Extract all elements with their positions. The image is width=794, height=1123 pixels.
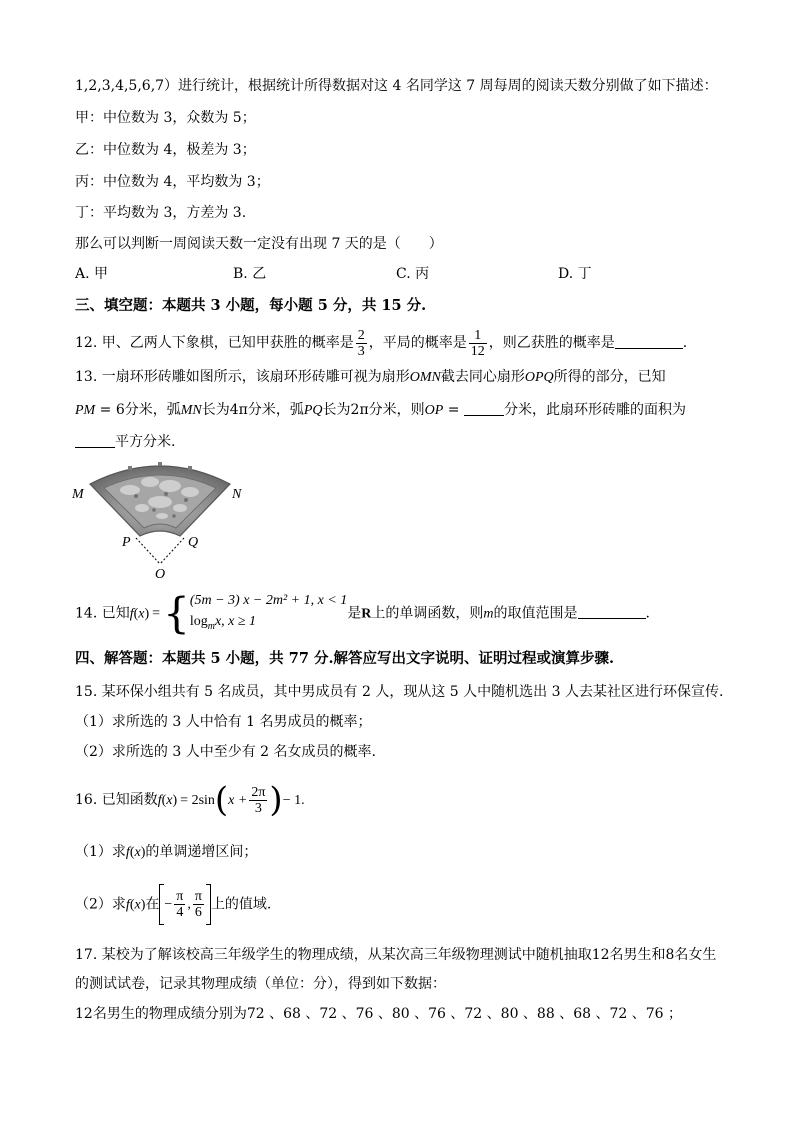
q16-p1a: （1）求 bbox=[75, 844, 126, 860]
q14-answer-blank[interactable] bbox=[578, 604, 646, 619]
frac-den: 4 bbox=[176, 904, 184, 920]
frac-den: 3 bbox=[357, 343, 365, 359]
q11-statement-jia: 甲：中位数为 3，众数为 5； bbox=[75, 110, 256, 126]
q16-inner: x + bbox=[228, 793, 248, 808]
frac-num: π bbox=[194, 888, 202, 904]
frac-den: 3 bbox=[254, 800, 262, 816]
q16-x3: x bbox=[134, 897, 141, 913]
dashed-radius-op bbox=[136, 538, 160, 564]
q11-statement-bing: 丙：中位数为 4，平均数为 3； bbox=[75, 174, 270, 190]
label-m: M bbox=[72, 487, 84, 502]
section-4-heading: 四、解答题：本题共 5 小题，共 77 分.解答应写出文字说明、证明过程或演算步骤. bbox=[75, 650, 615, 667]
frac-den: 12 bbox=[470, 343, 485, 359]
q13-answer-blank-2[interactable] bbox=[75, 433, 115, 448]
q15-stem: 15. 某环保小组共有 5 名成员，其中男成员有 2 人，现从这 5 人中随机选出 3 人去某社区进行环保宣传. bbox=[75, 684, 724, 700]
q14-text-post3: 的取值范围是 bbox=[493, 605, 578, 622]
q13-text-a2: 截去同心扇形 bbox=[440, 369, 525, 385]
option-d[interactable]: D. 丁 bbox=[558, 266, 592, 282]
fraction-pi-4 bbox=[174, 889, 185, 920]
q14-text-post1: 是 bbox=[347, 605, 362, 622]
q16-f: f bbox=[157, 793, 162, 808]
label-n: N bbox=[232, 487, 242, 502]
q13-text-b2: 长为4π分米，弧 bbox=[201, 402, 304, 418]
q17-line-3: 12名男生的物理成绩分别为72 、68 、72 、76 、80 、76 、72 、80 、88 、68 、72 、76 ； bbox=[75, 1006, 682, 1022]
q14-line: 14. 已知f(x) ={ (5m − 3) x − 2m² + 1, x < 1 $\log_mx$, x ≥ 1 是R上的单调函数，则m的取值范围是 . bbox=[75, 588, 650, 638]
interval-bracket: − $\frac{\pi}{4}$ , $\frac{\pi}{6}$ bbox=[159, 884, 211, 925]
dashed-radius-oq bbox=[160, 538, 184, 564]
q14-case-1: (5m − 3) x − 2m² + 1, x < 1 bbox=[189, 593, 348, 608]
q16-part-2: （2）求f(x)在 − $\frac{\pi}{4}$ , $\frac{\pi}{6}$ 上的值域. bbox=[75, 884, 271, 926]
q16-text-pre: 16. 已知函数 bbox=[75, 792, 158, 808]
option-a[interactable]: A. 甲 bbox=[75, 266, 109, 282]
frac-num: π bbox=[176, 888, 184, 904]
q12-text-mid: ，平局的概率是 bbox=[368, 335, 467, 351]
fraction-2-3 bbox=[356, 328, 367, 359]
q12-text-post: ，则乙获胜的概率是 bbox=[488, 335, 615, 351]
q16-p2a: （2）求 bbox=[75, 896, 126, 913]
q14-f: f bbox=[129, 606, 134, 622]
q14-eq: = bbox=[152, 606, 161, 622]
q13-pq: PQ bbox=[303, 403, 323, 418]
fraction-2pi-3 bbox=[249, 785, 267, 816]
q13-line-2 bbox=[75, 400, 686, 421]
q16-part-1: （1）求f(x)的单调递增区间； bbox=[75, 844, 258, 860]
q13-opq: OPQ bbox=[524, 370, 554, 385]
log-rest: x, x ≥ 1 bbox=[214, 614, 257, 629]
q16-rhs1: = 2sin bbox=[180, 793, 215, 808]
frac-num: 2π bbox=[251, 784, 266, 800]
q16-f3: f bbox=[125, 897, 130, 913]
q16-p2b: 在 bbox=[145, 896, 160, 913]
q13-text-b4: = bbox=[443, 402, 464, 418]
log-text: log bbox=[189, 614, 208, 629]
label-p: P bbox=[122, 535, 131, 550]
q13-mn: MN bbox=[180, 403, 202, 418]
q12-text-pre: 12. 甲、乙两人下象棋，已知甲获胜的概率是 bbox=[75, 335, 354, 351]
q16-f2: f bbox=[125, 845, 130, 860]
q14-x: x bbox=[138, 606, 145, 622]
label-o: O bbox=[155, 567, 166, 580]
section-3-heading: 三、填空题：本题共 3 小题，每小题 5 分，共 15 分. bbox=[75, 297, 427, 314]
option-c[interactable]: C. 丙 bbox=[396, 266, 430, 282]
q13-line-3 bbox=[75, 432, 175, 452]
q14-text-post2: 上的单调函数，则 bbox=[371, 605, 484, 622]
q16-x: x bbox=[166, 793, 173, 808]
q11-statement-ding: 丁：平均数为 3，方差为 3. bbox=[75, 205, 247, 221]
q13-line-1 bbox=[75, 367, 666, 388]
q16-p1b: 的单调递增区间； bbox=[145, 844, 258, 860]
piecewise-cases bbox=[190, 590, 347, 637]
frac-num: 2 bbox=[357, 327, 365, 343]
q16-rhs2: − 1. bbox=[282, 793, 305, 808]
q14-m: m bbox=[483, 606, 494, 622]
q15-part-1: （1）求所选的 3 人中恰有 1 名男成员的概率； bbox=[75, 714, 372, 730]
q13-omn: OMN bbox=[409, 370, 441, 385]
fraction-1-12 bbox=[469, 328, 487, 359]
q11-context-line: 1,2,3,4,5,6,7）进行统计，根据统计所得数据对这 4 名同学这 7 周每周的阅读天数分别做了如下描述： bbox=[75, 78, 718, 94]
q11-statement-yi: 乙：中位数为 4，极差为 3； bbox=[75, 142, 256, 158]
frac-num: 1 bbox=[469, 328, 487, 344]
q13-text-a1: 13. 一扇环形砖雕如图所示，该扇环形砖雕可视为扇形 bbox=[75, 369, 410, 385]
log-base: m bbox=[207, 620, 215, 632]
q14-text-pre: 14. 已知 bbox=[75, 605, 130, 622]
q14-end: . bbox=[645, 605, 650, 622]
q13-op: OP bbox=[424, 403, 444, 418]
q14-case-2 bbox=[190, 611, 347, 637]
q16-stem: 16. 已知函数f(x) = 2sin(x + $\frac{2\pi}{3}$ )− 1. bbox=[75, 780, 305, 820]
q14-R: R bbox=[361, 606, 372, 622]
q13-pm: PM bbox=[75, 403, 96, 418]
q12-end: . bbox=[682, 335, 688, 351]
q16-p2c: 上的值域. bbox=[210, 896, 272, 913]
fan-carving-figure bbox=[70, 458, 260, 580]
q17-line-1: 17. 某校为了解该校高三年级学生的物理成绩，从某次高三年级物理测试中随机抽取12名男生和8名女生 bbox=[75, 947, 717, 963]
q15-part-2: （2）求所选的 3 人中至少有 2 名女成员的概率. bbox=[75, 744, 376, 760]
q17-line-2: 的测试试卷，记录其物理成绩（单位：分），得到如下数据： bbox=[75, 976, 446, 992]
option-b[interactable]: B. 乙 bbox=[233, 266, 267, 282]
q13-text-b3: 长为2π分米，则 bbox=[322, 402, 425, 418]
fraction-pi-6 bbox=[193, 889, 204, 920]
q13-text-b5: 分米，此扇环形砖雕的面积为 bbox=[503, 402, 686, 418]
q16-x2: x bbox=[134, 845, 141, 860]
q13-text-c1: 平方分米. bbox=[115, 434, 176, 450]
frac-den: 6 bbox=[194, 904, 202, 920]
q12-answer-blank[interactable] bbox=[615, 334, 683, 349]
q11-question: 那么可以判断一周阅读天数一定没有出现 7 天的是（ ） bbox=[75, 236, 443, 252]
q13-text-a3: 所得的部分，已知 bbox=[553, 369, 666, 385]
brace-icon: { bbox=[163, 588, 190, 638]
q12-line bbox=[75, 326, 687, 360]
q13-text-b1: = 6分米，弧 bbox=[95, 402, 181, 418]
q13-answer-blank-1[interactable] bbox=[464, 401, 504, 416]
label-q: Q bbox=[188, 535, 199, 550]
